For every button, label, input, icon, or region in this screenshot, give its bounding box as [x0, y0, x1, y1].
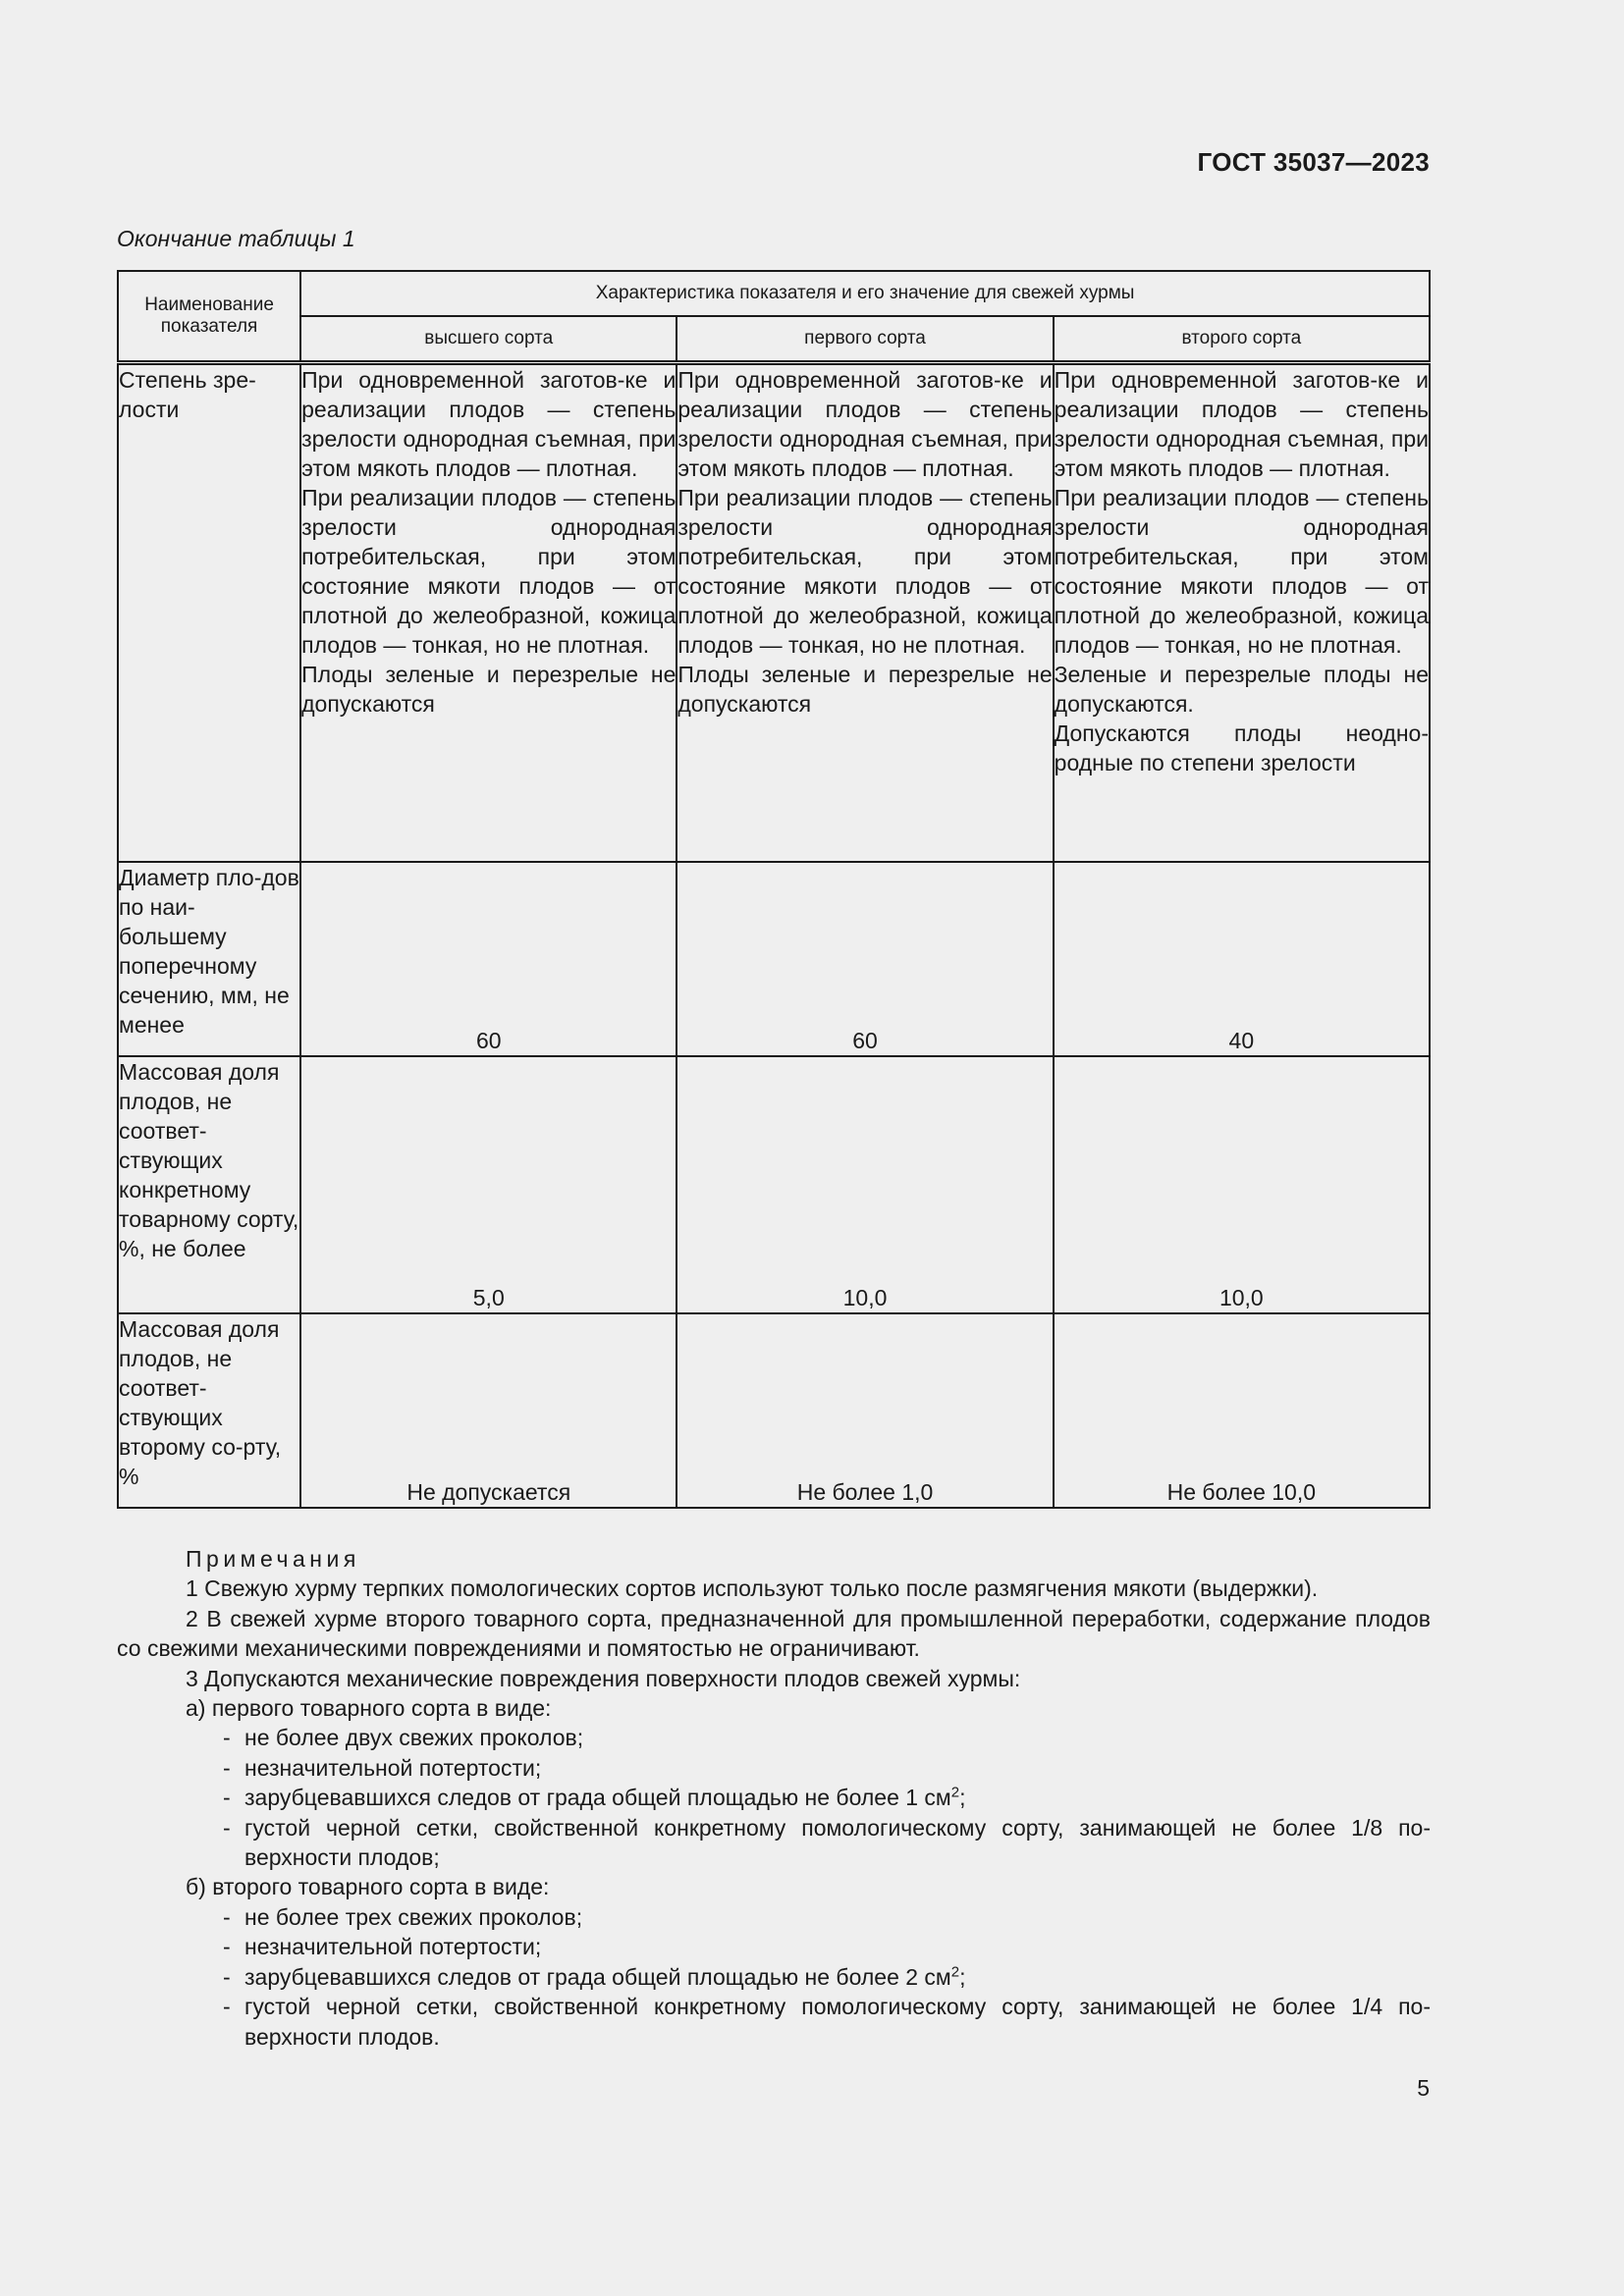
- table-cell: Не более 10,0: [1054, 1313, 1430, 1508]
- list-item: - незначительной потертости;: [223, 1934, 542, 1960]
- note-2: 2 В свежей хурме второго товарного сорта, предназначенной для промышленной переработки, содержание плодов со свежими механическими повреждениями и помятостью не ограничивают.: [117, 1605, 1431, 1662]
- list-item: - густой черной сетки, свойственной конкретному помологическому сорту, занимающей не более 1/8 по-верхности плодов;: [223, 1814, 1431, 1871]
- note-1: 1 Свежую хурму терпких помологических сортов используют только после размягчения мякоти (выдержки).: [186, 1575, 1319, 1602]
- page-number: 5: [1417, 2075, 1430, 2101]
- row-name: Диаметр пло-дов по наи-большему поперечному сечению, мм, не менее: [118, 862, 300, 1056]
- table-caption: Окончание таблицы 1: [117, 226, 355, 251]
- table-cell: Не более 1,0: [677, 1313, 1053, 1508]
- header-characteristic: Характеристика показателя и его значение для свежей хурмы: [300, 271, 1430, 316]
- list-item: - не более трех свежих проколов;: [223, 1903, 583, 1930]
- table-cell: 5,0: [300, 1056, 677, 1313]
- list-item: - зарубцевавшихся следов от града общей площадью не более 1 $см^2$;: [223, 1784, 966, 1811]
- header-grade-first: первого сорта: [677, 316, 1053, 363]
- table-row: [118, 1313, 1430, 1508]
- ripeness-premium: При одновременной заготов-ке и реализации плодов — степень зрелости однородная съемная, при этом мякоть плодов — плотная. При реализации плодов — степень зрелости однородная потребительская, при этом состояние мякоти плодов — от плотной до желеобразной, кожица плодов — тонкая, но не плотная. Плоды зеленые и перезрелые не допускаются: [300, 363, 677, 862]
- row-name: Массовая доля плодов, не соответ-ствующих конкретному товарному сорту, %, не более: [118, 1056, 300, 1313]
- row-name: Степень зре-лости: [118, 363, 300, 862]
- table-cell: 60: [677, 862, 1053, 1056]
- table-cell: 40: [1054, 862, 1430, 1056]
- table-cell: 10,0: [677, 1056, 1053, 1313]
- note-3: 3 Допускаются механические повреждения поверхности плодов свежей хурмы:: [186, 1665, 1021, 1691]
- list-item: - не более двух свежих проколов;: [223, 1725, 584, 1751]
- notes-title: Примечания: [186, 1546, 360, 1572]
- table-row: [118, 862, 1430, 1056]
- list-item: - незначительной потертости;: [223, 1754, 542, 1781]
- row-name: Массовая доля плодов, не соответ-ствующих второму со-рту, %: [118, 1313, 300, 1508]
- note-3-sub-b: б) второго товарного сорта в виде:: [186, 1874, 550, 1900]
- requirements-table: [117, 270, 1431, 1509]
- table-cell: 10,0: [1054, 1056, 1430, 1313]
- ripeness-first: При одновременной заготов-ке и реализации плодов — степень зрелости однородная съемная, при этом мякоть плодов — плотная. При реализации плодов — степень зрелости однородная потребительская, при этом состояние мякоти плодов — от плотной до желеобразной, кожица плодов — тонкая, но не плотная. Плоды зеленые и перезрелые не допускаются: [677, 363, 1053, 862]
- header-grade-premium: высшего сорта: [300, 316, 677, 363]
- note-3-sub-a: а) первого товарного сорта в виде:: [186, 1695, 552, 1722]
- table-cell: 60: [300, 862, 677, 1056]
- table-row: [118, 1056, 1430, 1313]
- table-cell: Не допускается: [300, 1313, 677, 1508]
- header-grade-second: второго сорта: [1054, 316, 1430, 363]
- ripeness-second: При одновременной заготов-ке и реализации плодов — степень зрелости однородная съемная, при этом мякоть плодов — плотная. При реализации плодов — степень зрелости однородная потребительская, при этом состояние мякоти плодов — от плотной до желеобразной, кожица плодов — тонкая, но не плотная. Зеленые и перезрелые плоды не допускаются. Допускаются плоды неодно-родные по степени зрелости: [1054, 363, 1430, 862]
- notes-section: [117, 1544, 1431, 2052]
- header-indicator-name: Наименование показателя: [118, 271, 300, 363]
- table-row: [118, 363, 1430, 862]
- list-item: - густой черной сетки, свойственной конкретному помологическому сорту, занимающей не более 1/4 по-верхности плодов.: [223, 1994, 1431, 2050]
- list-item: - зарубцевавшихся следов от града общей площадью не более 2 $см^2$;: [223, 1963, 966, 1990]
- document-code: ГОСТ 35037—2023: [1197, 147, 1430, 177]
